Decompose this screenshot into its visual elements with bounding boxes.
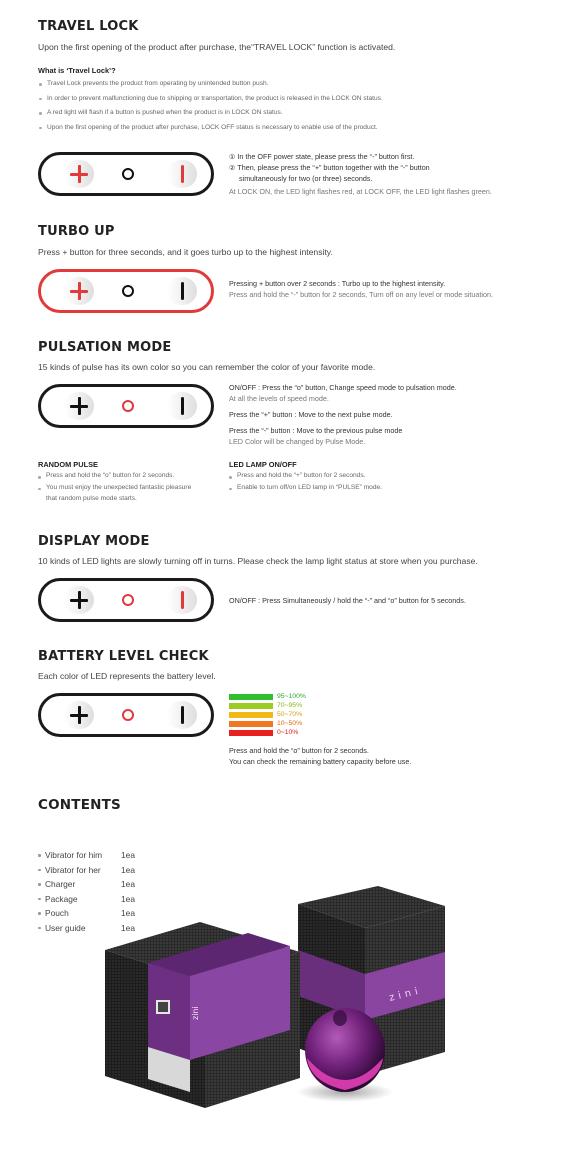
display-mode-lead: 10 kinds of LED lights are slowly turning off in turns. Please check the lamp light status at store when you purchase. bbox=[38, 556, 478, 566]
circle-icon bbox=[122, 594, 134, 606]
circle-icon bbox=[122, 285, 134, 297]
brand-logo-text: zini bbox=[191, 1006, 200, 1020]
battery-line-2: You can check the remaining battery capacity before use. bbox=[229, 757, 412, 766]
device-diagram-pulsation bbox=[38, 384, 214, 428]
battery-level-label: 10~50% bbox=[277, 720, 303, 727]
product-package-illustration bbox=[100, 870, 470, 1120]
what-is-travel-lock: What is ‘Travel Lock’? bbox=[38, 66, 116, 75]
pulsation-lead: 15 kinds of pulse has its own color so you can remember the color of your favorite mode. bbox=[38, 362, 376, 372]
battery-title: BATTERY LEVEL CHECK bbox=[38, 649, 209, 664]
o-button bbox=[113, 392, 143, 420]
led-lamp-title: LED LAMP ON/OFF bbox=[229, 460, 297, 469]
pulse-minus-sub: LED Color will be changed by Pulse Mode. bbox=[229, 437, 366, 446]
minus-button bbox=[167, 586, 197, 614]
pulse-plus: Press the “+” button : Move to the next pulse mode. bbox=[229, 410, 393, 419]
plus-button bbox=[64, 392, 94, 420]
list-item: Upon the first opening of the product after purchase, LOCK OFF status is necessary to enable use of the product. bbox=[37, 121, 383, 136]
pulse-onoff: ON/OFF : Press the “o” button, Change speed mode to pulsation mode. bbox=[229, 383, 457, 392]
minus-button bbox=[167, 160, 197, 188]
bar-icon bbox=[181, 165, 184, 183]
display-mode-title: DISPLAY MODE bbox=[38, 534, 150, 549]
pulse-minus: Press the “-” button : Move to the previous pulse mode bbox=[229, 426, 403, 435]
battery-desc bbox=[229, 745, 411, 767]
random-pulse-title: RANDOM PULSE bbox=[38, 460, 98, 469]
step-2-cont: simultaneously for two (or three) seconds. bbox=[239, 174, 373, 183]
circle-icon bbox=[122, 400, 134, 412]
list-item: Charger 1ea bbox=[37, 877, 135, 892]
battery-level-swatch bbox=[229, 694, 273, 700]
minus-button bbox=[167, 277, 197, 305]
battery-level-swatch bbox=[229, 730, 273, 736]
device-diagram-travel-lock bbox=[38, 152, 214, 196]
pulsation-title: PULSATION MODE bbox=[38, 340, 172, 355]
plus-icon bbox=[70, 591, 88, 609]
battery-level-label: 50~70% bbox=[277, 711, 303, 718]
minus-button bbox=[167, 392, 197, 420]
display-mode-desc: ON/OFF : Press Simultaneously / hold the “-” and “o” button for 5 seconds. bbox=[229, 596, 466, 605]
list-item: You must enjoy the unexpected fantastic pleasure bbox=[36, 482, 191, 494]
bar-icon bbox=[181, 706, 184, 724]
battery-level-swatch bbox=[229, 703, 273, 709]
turbo-line-1: Pressing + button over 2 seconds : Turbo up to the highest intensity. bbox=[229, 279, 446, 288]
travel-lock-bullets bbox=[37, 77, 383, 135]
list-item: Package 1ea bbox=[37, 892, 135, 907]
battery-level-label: 95~100% bbox=[277, 693, 306, 700]
pulsation-desc bbox=[229, 382, 457, 447]
turbo-up-lead: Press + button for three seconds, and it goes turbo up to the highest intensity. bbox=[38, 247, 333, 257]
pulse-onoff-sub: At all the levels of speed mode. bbox=[229, 394, 329, 403]
o-button bbox=[113, 701, 143, 729]
plus-icon bbox=[70, 282, 88, 300]
turbo-up-desc bbox=[229, 278, 493, 300]
led-lamp-bullets bbox=[227, 470, 382, 493]
plus-icon bbox=[70, 706, 88, 724]
travel-lock-lead: Upon the first opening of the product after purchase, the“TRAVEL LOCK” function is activated. bbox=[38, 42, 396, 52]
plus-icon bbox=[70, 397, 88, 415]
egg-vibrator bbox=[305, 1008, 385, 1092]
battery-line-1: Press and hold the “o” button for 2 seconds. bbox=[229, 746, 369, 755]
random-pulse-bullets bbox=[36, 470, 191, 505]
o-button bbox=[113, 586, 143, 614]
plus-button bbox=[64, 160, 94, 188]
list-item: Pouch 1ea bbox=[37, 906, 135, 921]
list-item: Travel Lock prevents the product from operating by unintended button push. bbox=[37, 77, 383, 92]
plus-icon bbox=[70, 165, 88, 183]
brand-logo-text: zini bbox=[388, 985, 423, 1004]
travel-lock-title: TRAVEL LOCK bbox=[38, 19, 139, 34]
battery-legend bbox=[229, 693, 349, 739]
list-item: Enable to turn off/on LED lamp in “PULSE” mode. bbox=[227, 482, 382, 494]
contents-title: CONTENTS bbox=[38, 797, 121, 813]
step-1: ① In the OFF power state, please press the “-” button first. bbox=[229, 152, 415, 161]
list-item: User guide 1ea bbox=[37, 921, 135, 936]
step-2: ② Then, please press the “+” button together with the “-” button bbox=[229, 163, 430, 172]
o-button bbox=[113, 160, 143, 188]
device-diagram-display bbox=[38, 578, 214, 622]
battery-level-swatch bbox=[229, 721, 273, 727]
travel-lock-note: At LOCK ON, the LED light flashes red, at LOCK OFF, the LED light flashes green. bbox=[229, 187, 492, 196]
device-diagram-turbo-up bbox=[38, 269, 214, 313]
bar-icon bbox=[181, 591, 184, 609]
o-button bbox=[113, 277, 143, 305]
battery-level-label: 0~10% bbox=[277, 729, 299, 736]
plus-button bbox=[64, 586, 94, 614]
plus-button bbox=[64, 277, 94, 305]
bar-icon bbox=[181, 282, 184, 300]
bar-icon bbox=[181, 397, 184, 415]
list-item-cont: that random pulse mode starts. bbox=[46, 495, 137, 502]
minus-button bbox=[167, 701, 197, 729]
list-item: In order to prevent malfunctioning due to shipping or transportation, the product is released in the LOCK ON status. bbox=[37, 92, 383, 107]
list-item: Vibrator for him 1ea bbox=[37, 848, 135, 863]
circle-icon bbox=[122, 168, 134, 180]
plus-button bbox=[64, 701, 94, 729]
battery-level-label: 70~95% bbox=[277, 702, 303, 709]
list-item: A red light will flash if a button is pushed when the product is in LOCK ON status. bbox=[37, 106, 383, 121]
front-box bbox=[105, 922, 300, 1108]
list-item: Press and hold the “+” button for 2 seconds. bbox=[227, 470, 382, 482]
battery-level-swatch bbox=[229, 712, 273, 718]
device-diagram-battery bbox=[38, 693, 214, 737]
travel-lock-steps bbox=[229, 151, 492, 197]
circle-icon bbox=[122, 709, 134, 721]
list-item: Press and hold the “o” button for 2 seconds. bbox=[36, 470, 191, 482]
turbo-line-2: Press and hold the “-” button for 2 seconds, Turn off on any level or mode situation. bbox=[229, 290, 493, 299]
list-item: Vibrator for her 1ea bbox=[37, 863, 135, 878]
battery-lead: Each color of LED represents the battery level. bbox=[38, 671, 216, 681]
turbo-up-title: TURBO UP bbox=[38, 224, 115, 239]
